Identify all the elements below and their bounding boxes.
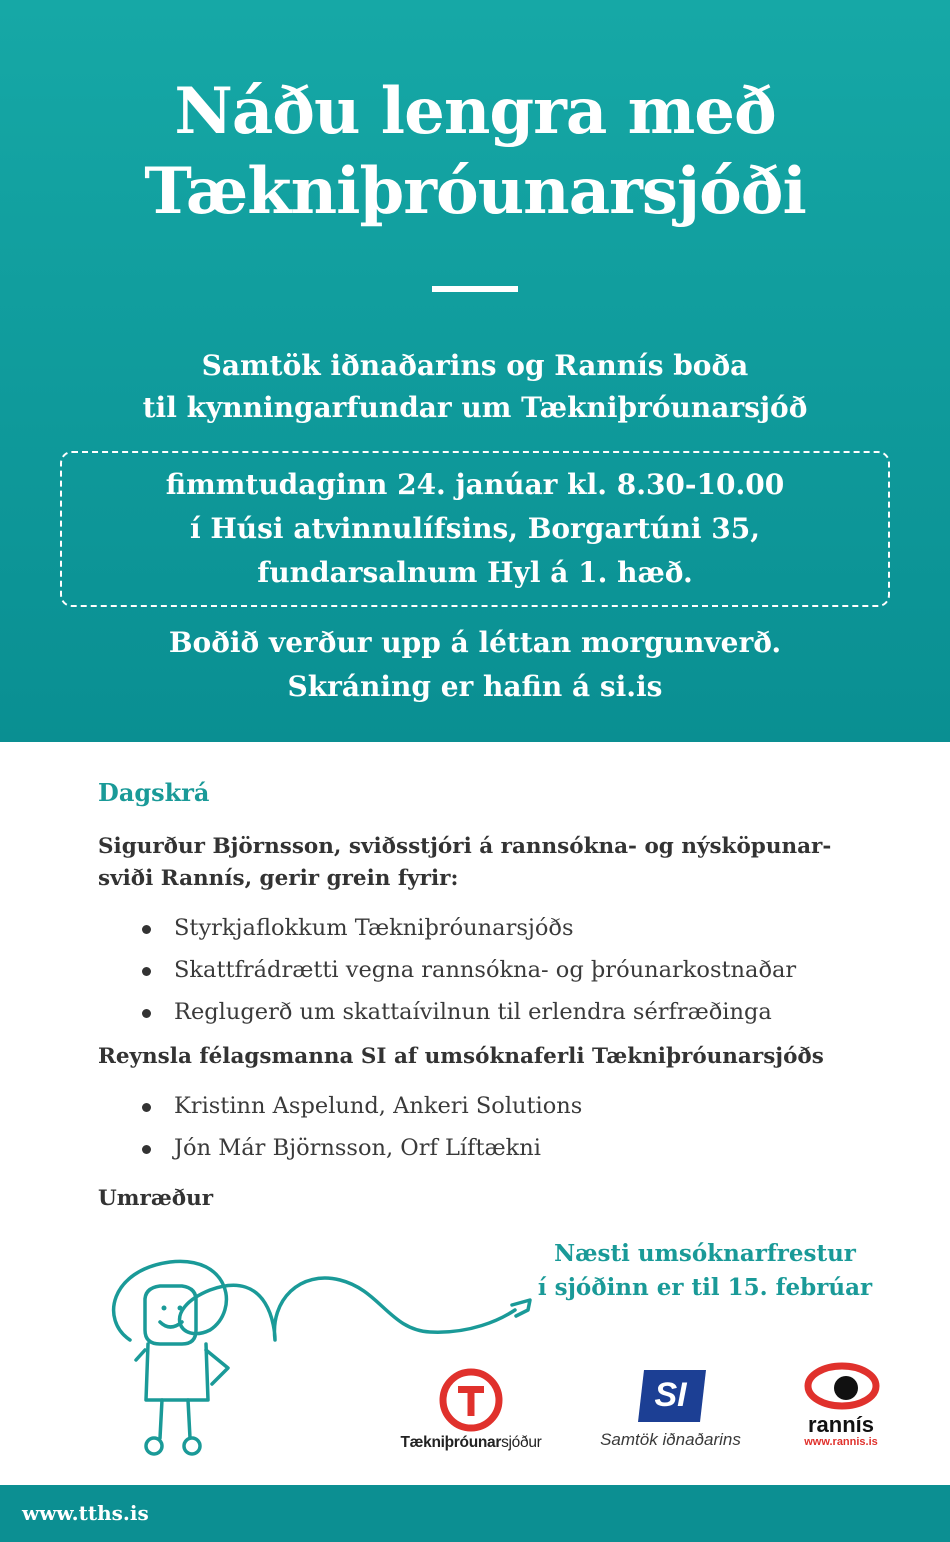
- breakfast-line: Boðið verður upp á léttan morgunverð.: [168, 626, 782, 659]
- topic-list: [98, 907, 898, 1033]
- event-room: fundarsalnum Hyl á 1. hæð.: [257, 556, 693, 589]
- rannis-wordmark: rannís: [807, 1412, 875, 1437]
- tths-wordmark: Tækniþróunarsjóður: [400, 1434, 542, 1451]
- list-item: Reglugerð um skattaívilnun til erlendra sérfræðinga: [98, 991, 898, 1033]
- invitation-text: [0, 345, 950, 429]
- speaker-line-1: Sigurður Björnsson, sviðsstjóri á rannsókna- og nýsköpunar-: [98, 834, 832, 859]
- deadline-line-2: í sjóðinn er til 15. febrúar: [537, 1274, 873, 1301]
- experience-title: Reynsla félagsmanna SI af umsóknaferli Tækniþróunarsjóðs: [98, 1044, 824, 1069]
- list-item: Kristinn Aspelund, Ankeri Solutions: [98, 1085, 898, 1127]
- rannis-eye-icon: [786, 1360, 896, 1412]
- agenda-section: [98, 775, 898, 1215]
- list-item: Jón Már Björnsson, Orf Líftækni: [98, 1127, 898, 1169]
- list-item: Styrkjaflokkum Tækniþróunarsjóðs: [98, 907, 898, 949]
- event-date: fimmtudaginn 24. janúar kl. 8.30-10.00: [165, 468, 785, 501]
- footer-bar: [0, 1485, 950, 1542]
- discussion-item: Umræður: [98, 1186, 214, 1211]
- website-link[interactable]: www.tths.is: [22, 1501, 149, 1525]
- title-divider: [432, 286, 518, 292]
- invite-line-2: til kynningarfundar um Tækniþróunarsjóð: [142, 391, 808, 424]
- speaker-line-2: sviði Rannís, gerir grein fyrir:: [98, 866, 459, 891]
- event-details-box: [60, 451, 890, 607]
- deadline-note: [520, 1237, 890, 1305]
- tths-mark-icon: [386, 1368, 556, 1432]
- invite-line-1: Samtök iðnaðarins og Rannís boða: [201, 349, 749, 382]
- title-line-1: Náðu lengra með: [174, 74, 776, 149]
- rannis-url: www.rannis.is: [804, 1436, 878, 1448]
- event-location: í Húsi atvinnulífsins, Borgartúni 35,: [189, 512, 761, 545]
- breakfast-note: [0, 621, 950, 709]
- registration-line: Skráning er hafin á si.is: [287, 670, 663, 703]
- speaker-intro: [98, 831, 898, 895]
- list-item: Skattfrádrætti vegna rannsókna- og þróunarkostnaðar: [98, 949, 898, 991]
- title-line-2: Tækniþróunarsjóði: [144, 154, 806, 229]
- si-logo: [588, 1366, 753, 1456]
- rannis-logo: [786, 1360, 896, 1455]
- deadline-line-1: Næsti umsóknarfrestur: [554, 1240, 856, 1267]
- hero-banner: [0, 0, 950, 742]
- page-title: [0, 72, 950, 232]
- tths-logo: [386, 1368, 556, 1458]
- experience-list: [98, 1085, 898, 1169]
- si-mark-letters: SI: [654, 1376, 687, 1414]
- si-wordmark: Samtök iðnaðarins: [600, 1430, 741, 1449]
- agenda-heading: Dagskrá: [98, 778, 210, 807]
